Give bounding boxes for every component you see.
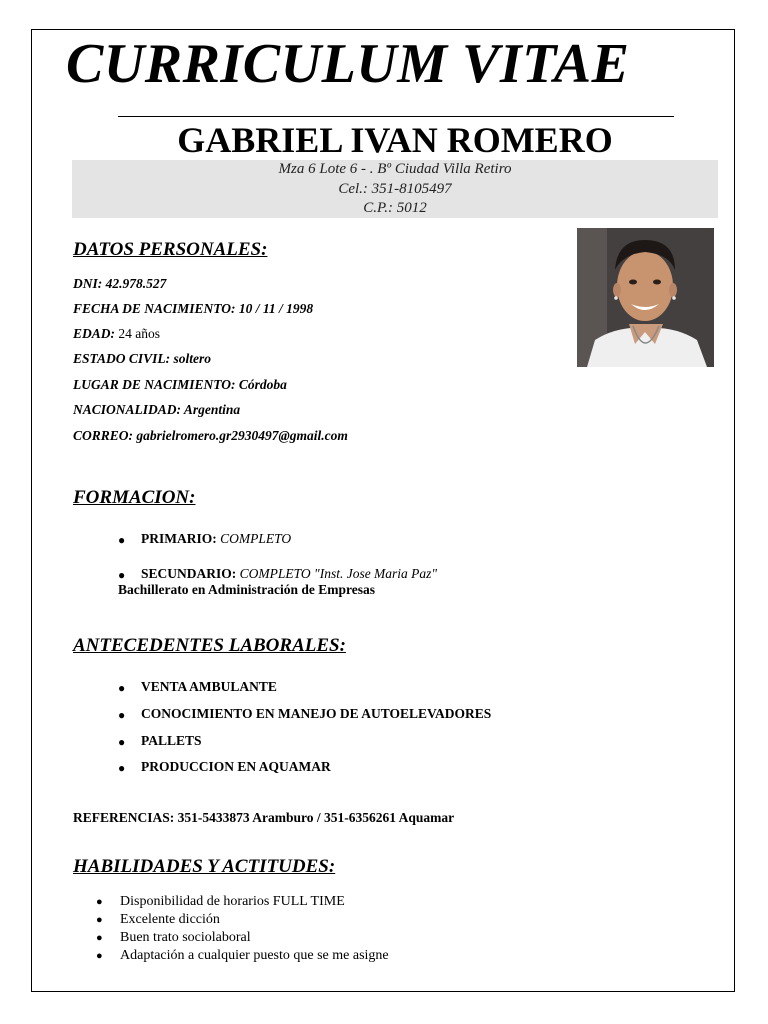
birth-date-line: FECHA DE NACIMIENTO: 10 / 11 / 1998 <box>73 301 314 316</box>
bullet-icon: ● <box>118 568 126 582</box>
bullet-icon: ● <box>118 533 126 547</box>
personal-data-heading: DATOS PERSONALES: <box>73 239 268 260</box>
birth-place-line: LUGAR DE NACIMIENTO: Córdoba <box>73 377 287 392</box>
education-value: COMPLETO <box>220 531 292 546</box>
title-divider <box>118 116 674 117</box>
bullet-icon: ● <box>96 950 103 962</box>
bullet-icon: ● <box>96 932 103 944</box>
skill-item-label: Excelente dicción <box>120 912 220 927</box>
document-title: CURRICULUM VITAE <box>66 33 630 95</box>
bullet-icon: ● <box>118 708 126 722</box>
dni-line: DNI: 42.978.527 <box>73 276 167 291</box>
contact-box <box>72 160 718 218</box>
education-label: PRIMARIO: <box>141 531 217 546</box>
bullet-icon: ● <box>118 681 126 695</box>
email-line: CORREO: gabrielromero.gr2930497@gmail.com <box>73 428 348 443</box>
education-label: SECUNDARIO: <box>141 566 237 581</box>
skills-heading: HABILIDADES Y ACTITUDES: <box>73 856 336 877</box>
phone-line: Cel.: 351-8105497 <box>338 180 452 197</box>
bullet-icon: ● <box>96 896 103 908</box>
bullet-icon: ● <box>118 735 126 749</box>
work-item-label: CONOCIMIENTO EN MANEJO DE AUTOELEVADORES <box>141 706 492 721</box>
work-history-heading: ANTECEDENTES LABORALES: <box>73 635 346 656</box>
portrait-photo <box>577 228 714 367</box>
nationality-line: NACIONALIDAD: Argentina <box>73 402 241 417</box>
age-value: 24 años <box>118 326 161 341</box>
postal-code-line: C.P.: 5012 <box>363 200 427 216</box>
bullet-icon: ● <box>118 761 126 775</box>
skill-item-label: Adaptación a cualquier puesto que se me asigne <box>120 948 389 963</box>
age-label: EDAD: <box>73 326 116 341</box>
portrait-photo-icon <box>577 228 714 367</box>
address-line: Mza 6 Lote 6 - . Bº Ciudad Villa Retiro <box>278 161 512 177</box>
civil-status-line: ESTADO CIVIL: soltero <box>73 351 212 366</box>
education-detail: Bachillerato en Administración de Empresas <box>118 582 376 597</box>
references-line: REFERENCIAS: 351-5433873 Aramburo / 351-6356261 Aquamar <box>73 810 455 825</box>
work-item-label: PALLETS <box>141 733 202 748</box>
skill-item-label: Buen trato sociolaboral <box>120 930 251 945</box>
candidate-name: GABRIEL IVAN ROMERO <box>177 120 613 160</box>
skill-item-label: Disponibilidad de horarios FULL TIME <box>120 894 345 909</box>
education-value: COMPLETO "Inst. Jose Maria Paz" <box>239 566 438 581</box>
bullet-icon: ● <box>96 914 103 926</box>
age-line <box>73 327 160 341</box>
work-item-label: VENTA AMBULANTE <box>141 679 277 694</box>
work-item-label: PRODUCCION EN AQUAMAR <box>141 759 331 774</box>
education-heading: FORMACION: <box>73 487 196 508</box>
